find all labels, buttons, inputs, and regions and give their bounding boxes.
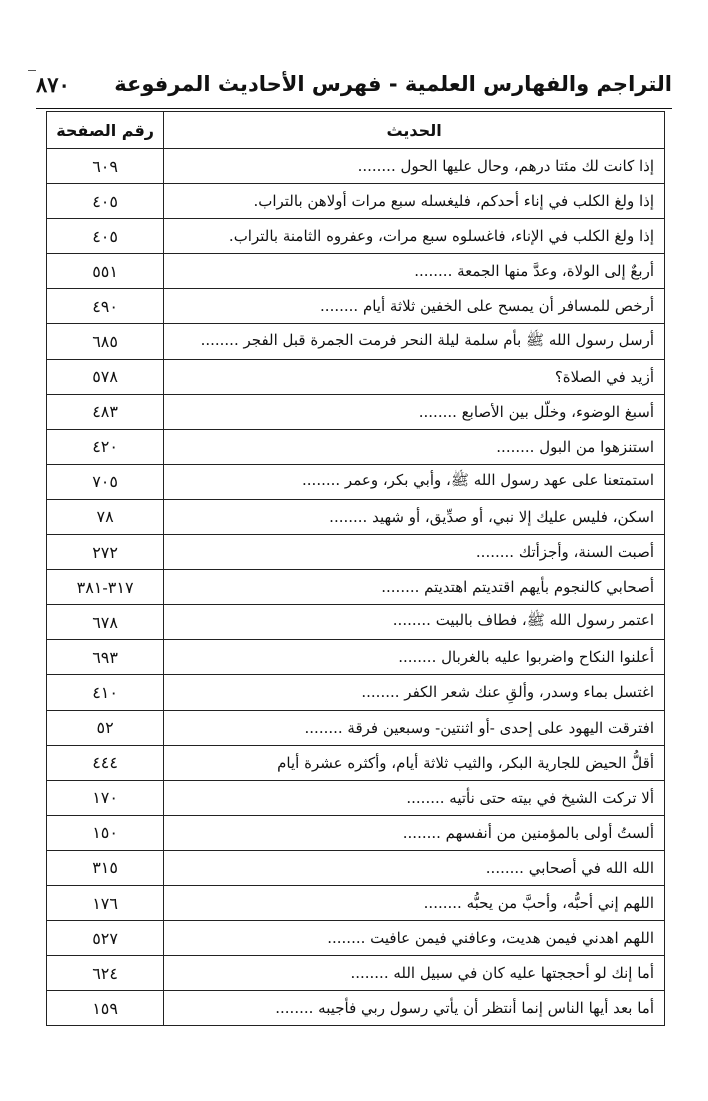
table-row [47,394,665,429]
page-reference: ٧٠٥ [47,464,164,499]
table-row [47,815,665,850]
table-row [47,850,665,885]
hadith-text: أربعٌ إلى الولاة، وعدَّ منها الجمعة ........ [164,254,665,289]
hadith-text: أعلنوا النكاح واضربوا عليه بالغربال ........ [164,640,665,675]
header-rule [36,108,672,109]
page-reference: ١٥٩ [47,991,164,1026]
table-row [47,780,665,815]
page-reference: ٤٠٥ [47,219,164,254]
page-reference: ٥٥١ [47,254,164,289]
running-title: التراجم والفهارس العلمية - فهرس الأحاديث المرفوعة [114,72,672,96]
page-reference: ١٧٦ [47,885,164,920]
table-row [47,429,665,464]
hadith-text: اللهم اهدني فيمن هديت، وعافني فيمن عافيت ........ [164,921,665,956]
table-row [47,184,665,219]
hadith-text: ألا تركت الشيخ في بيته حتى نأتيه ........ [164,780,665,815]
page-number: ٨٧٠ [36,72,70,97]
table-row [47,499,665,534]
page-reference: ٥٢٧ [47,921,164,956]
page-reference: ٤١٠ [47,675,164,710]
hadith-text: إذا كانت لك مئتا درهم، وحال عليها الحول ........ [164,149,665,184]
page-column-header: رقم الصفحة [47,112,164,149]
hadith-text: أصحابي كالنجوم بأيهم اقتديتم اهتديتم ........ [164,570,665,605]
page-reference: ٦٨٥ [47,324,164,359]
table-row [47,324,665,359]
table-row [47,745,665,780]
hadith-text: الله الله في أصحابي ........ [164,850,665,885]
page-reference: ٤٨٣ [47,394,164,429]
page-reference: ٢٧٢ [47,535,164,570]
table-row [47,570,665,605]
hadith-text: أما إنك لو أحججتها عليه كان في سبيل الله ........ [164,956,665,991]
page-reference: ١٧٠ [47,780,164,815]
hadith-column-header: الحديث [164,112,665,149]
table-row [47,464,665,499]
table-row [47,885,665,920]
table-body [47,149,665,1026]
table-row [47,605,665,640]
hadith-text: ألستُ أولى بالمؤمنين من أنفسهم ........ [164,815,665,850]
table-row [47,991,665,1026]
hadith-text: أصبت السنة، وأجزأتك ........ [164,535,665,570]
page-reference: ٥٧٨ [47,359,164,394]
corner-mark [28,70,36,71]
hadith-text: أرخص للمسافر أن يمسح على الخفين ثلاثة أيام ........ [164,289,665,324]
page-reference: ٦٩٣ [47,640,164,675]
table-row [47,289,665,324]
page-reference: ٦٧٨ [47,605,164,640]
hadith-text: استمتعنا على عهد رسول الله ﷺ، وأبي بكر، وعمر ........ [164,464,665,499]
page-reference: ٤٠٥ [47,184,164,219]
page-reference: ٥٢ [47,710,164,745]
hadith-text: اعتمر رسول الله ﷺ، فطاف بالبيت ........ [164,605,665,640]
hadith-text: أرسل رسول الله ﷺ بأم سلمة ليلة النحر فرمت الجمرة قبل الفجر ........ [164,324,665,359]
page-reference: ١٥٠ [47,815,164,850]
hadith-text: افترقت اليهود على إحدى -أو اثنتين- وسبعين فرقة ........ [164,710,665,745]
page-reference: ٤٤٤ [47,745,164,780]
page-reference: ٤٢٠ [47,429,164,464]
table-row [47,956,665,991]
hadith-index-table [46,111,665,1026]
table-row [47,254,665,289]
table-row [47,640,665,675]
table-row [47,675,665,710]
page-header [36,70,672,110]
hadith-text: أما بعد أيها الناس إنما أنتظر أن يأتي رسول ربي فأجيبه ........ [164,991,665,1026]
page-reference: ٦٠٩ [47,149,164,184]
table-row [47,359,665,394]
hadith-text: اسكن، فليس عليك إلا نبي، أو صدِّيق، أو شهيد ........ [164,499,665,534]
hadith-text: اللهم إني أحبُّه، وأحبَّ من يحبُّه ........ [164,885,665,920]
page-reference: ٣١٥ [47,850,164,885]
hadith-text: أسبغ الوضوء، وخلّل بين الأصابع ........ [164,394,665,429]
hadith-text: استنزهوا من البول ........ [164,429,665,464]
page-reference: ٧٨ [47,499,164,534]
table-row [47,535,665,570]
hadith-text: اغتسل بماء وسدر، وألقِ عنك شعر الكفر ........ [164,675,665,710]
table-row [47,921,665,956]
page-reference: ٣١٧-٣٨١ [47,570,164,605]
page-reference: ٦٢٤ [47,956,164,991]
hadith-text: إذا ولغ الكلب في إناء أحدكم، فليغسله سبع مرات أولاهن بالتراب. [164,184,665,219]
table-header-row [47,112,665,149]
table-row [47,149,665,184]
hadith-text: أقلُّ الحيض للجارية البكر، والثيب ثلاثة أيام، وأكثره عشرة أيام [164,745,665,780]
table-row [47,219,665,254]
table-row [47,710,665,745]
hadith-text: إذا ولغ الكلب في الإناء، فاغسلوه سبع مرات، وعفروه الثامنة بالتراب. [164,219,665,254]
hadith-text: أزيد في الصلاة؟ [164,359,665,394]
page-reference: ٤٩٠ [47,289,164,324]
